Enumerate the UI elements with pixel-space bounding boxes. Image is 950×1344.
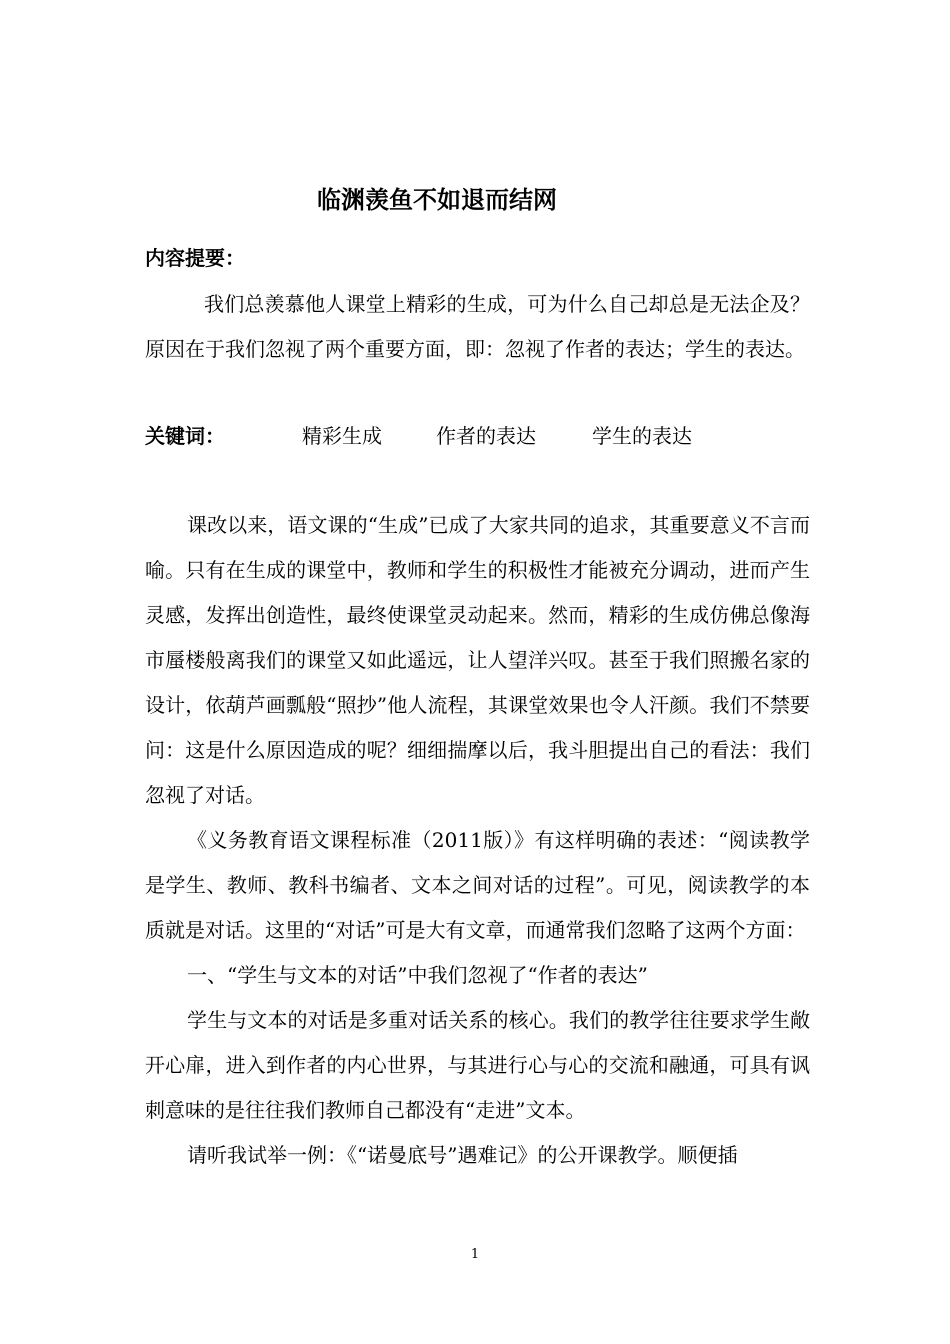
body-paragraph: 《义务教育语文课程标准（2011版）》有这样明确的表述：“阅读教学是学生、教师、教科书编者、文本之间对话的过程”。可见，阅读教学的本质就是对话。这里的“对话”可是大有文章，而通常我们忽略了这两个方面： <box>145 828 810 942</box>
body-paragraph: 请听我试举一例：《“诺曼底号”遇难记》的公开课教学。顺便插 <box>187 1143 738 1167</box>
abstract-label: 内容提要： <box>145 246 245 270</box>
document-title: 临渊羡鱼不如退而结网 <box>317 186 557 214</box>
section-heading: 一、“学生与文本的对话”中我们忽视了“作者的表达” <box>187 963 648 987</box>
abstract-text: 我们总羡慕他人课堂上精彩的生成，可为什么自己却总是无法企及？原因在于我们忽视了两个重要方面，即：忽视了作者的表达；学生的表达。 <box>145 292 810 361</box>
keyword-item: 学生的表达 <box>592 424 692 448</box>
body-paragraph: 课改以来，语文课的“生成”已成了大家共同的追求，其重要意义不言而喻。只有在生成的课堂中，教师和学生的积极性才能被充分调动，进而产生灵感，发挥出创造性，最终使课堂灵动起来。然而，精彩的生成仿佛总像海市蜃楼般离我们的课堂又如此遥远，让人望洋兴叹。甚至于我们照搬名家的设计，依葫芦画瓢般“照抄”他人流程，其课堂效果也令人汗颜。我们不禁要问：这是什么原因造成的呢？细细揣摩以后，我斗胆提出自己的看法：我们忽视了对话。 <box>145 513 810 807</box>
keywords-label: 关键词： <box>145 424 225 448</box>
document-body <box>145 503 810 1178</box>
keyword-item: 作者的表达 <box>436 424 536 448</box>
body-paragraph: 学生与文本的对话是多重对话关系的核心。我们的教学往往要求学生敞开心扉，进入到作者的内心世界，与其进行心与心的交流和融通，可具有讽刺意味的是往往我们教师自己都没有“走进”文本。 <box>145 1008 810 1122</box>
keyword-item: 精彩生成 <box>302 424 382 448</box>
page-number: 1 <box>470 1247 480 1262</box>
